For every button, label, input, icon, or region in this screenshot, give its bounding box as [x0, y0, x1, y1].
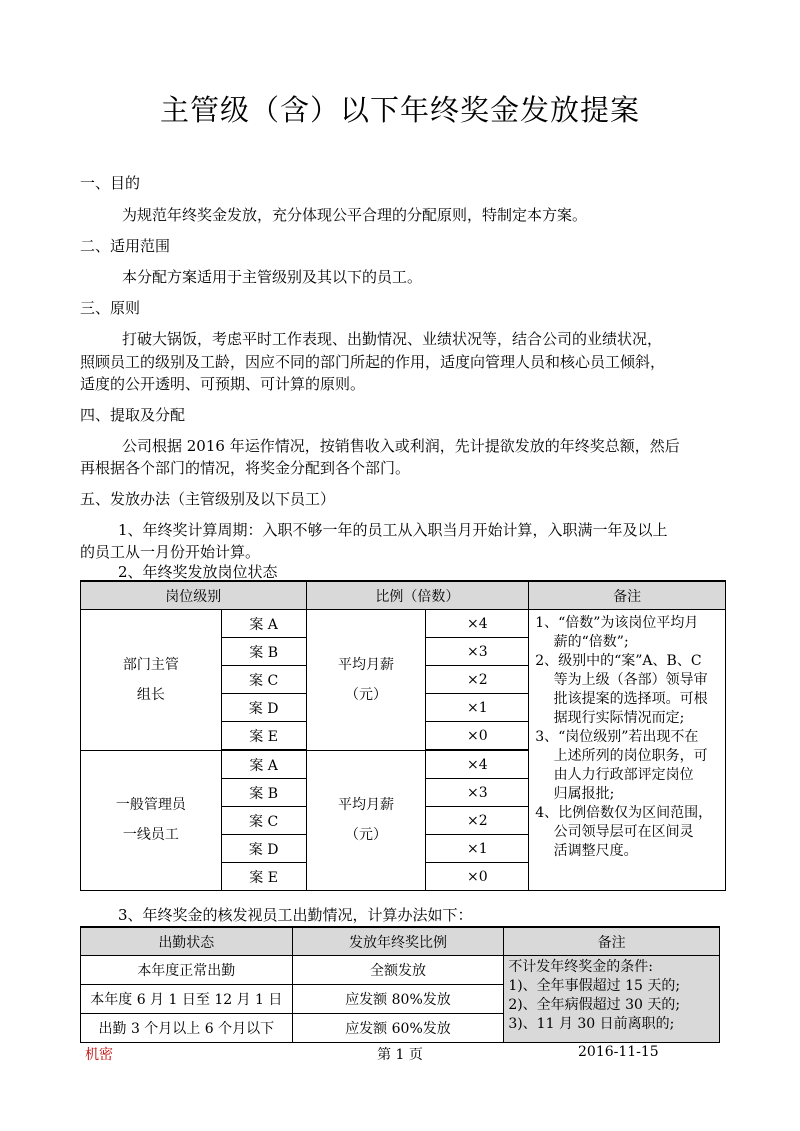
case-cell: 案 B [221, 779, 306, 807]
section-5-para-3: 3、年终奖金的核发视员工出勤情况，计算办法如下： [118, 906, 473, 924]
remark-line: 归属报批; [535, 786, 615, 802]
case-cell: 案 E [221, 863, 306, 891]
multiplier-cell: ×4 [426, 610, 529, 638]
footer-confidential: 机密 [85, 1047, 113, 1063]
header-ratio: 发放年终奖比例 [292, 927, 504, 956]
remark-line: 等为上级（各部）领导审 [535, 672, 708, 688]
section-5-heading: 五、发放办法（主管级别及以下员工） [80, 490, 336, 508]
remark-line: 4、比例倍数仅为区间范围， [535, 805, 713, 821]
section-3-body-line-1: 打破大锅饭，考虑平时工作表现、出勤情况、业绩状况等，结合公司的业绩状况， [122, 330, 663, 348]
group-name-line-1: 部门主管 [122, 656, 179, 673]
case-cell: 案 A [221, 610, 306, 638]
remark-line: 薪的“倍数”; [535, 634, 629, 650]
ratio-cell: 应发额 60%发放 [292, 1014, 504, 1043]
remark-line: 不计发年终奖金的条件: [508, 959, 654, 975]
remark-line: 1、“倍数”为该岗位平均月 [535, 615, 699, 631]
multiplier-cell: ×0 [426, 722, 529, 751]
multiplier-cell: ×2 [426, 807, 529, 835]
section-1-heading: 一、目的 [80, 174, 141, 192]
section-2-body: 本分配方案适用于主管级别及其以下的员工。 [122, 268, 423, 286]
group-name-line-2: 组长 [136, 686, 165, 703]
remark-line: 批该提案的选择项。可根 [535, 691, 708, 707]
base-line-2: （元） [344, 827, 387, 844]
group-name-cell [81, 610, 222, 751]
multiplier-cell: ×4 [426, 750, 529, 779]
base-line-1: 平均月薪 [337, 797, 394, 814]
table-header-row [81, 581, 726, 610]
group-name-line-1: 一般管理员 [115, 797, 186, 814]
status-cell: 本年度 6 月 1 日至 12 月 1 日 [81, 985, 293, 1014]
remark-line: 1)、全年事假超过 15 天的; [508, 978, 681, 994]
remark-line: 3)、11 月 30 日前离职的; [508, 1016, 675, 1032]
remark-line: 据现行实际情况而定; [535, 710, 685, 726]
section-4-body-line-2: 再根据各个部门的情况，将奖金分配到各个部门。 [80, 459, 411, 477]
remark-line: 3、“岗位级别”若出现不在 [535, 729, 699, 745]
multiplier-cell: ×3 [426, 779, 529, 807]
status-cell: 出勤 3 个月以上 6 个月以下 [81, 1014, 293, 1043]
header-ratio: 比例（倍数） [306, 581, 529, 610]
case-cell: 案 C [221, 807, 306, 835]
ratio-cell: 应发额 80%发放 [292, 985, 504, 1014]
table-row [81, 610, 726, 638]
section-3-body-line-3: 适度的公开透明、可预期、可计算的原则。 [80, 375, 366, 393]
ratio-cell: 全额发放 [292, 956, 504, 985]
base-line-1: 平均月薪 [337, 656, 394, 673]
table-header-row [81, 927, 720, 956]
section-4-heading: 四、提取及分配 [80, 406, 186, 424]
case-cell: 案 E [221, 722, 306, 751]
position-ratio-table [80, 580, 726, 891]
multiplier-cell: ×0 [426, 863, 529, 891]
table-row [81, 956, 720, 985]
page-title: 主管级（含）以下年终奖金发放提案 [159, 93, 640, 127]
remark-line: 上述所列的岗位职务，可 [535, 748, 708, 764]
section-2-heading: 二、适用范围 [80, 237, 171, 255]
header-status: 出勤状态 [81, 927, 293, 956]
group-name-line-2: 一线员工 [122, 827, 179, 844]
remark-line: 2)、全年病假超过 30 天的; [508, 997, 681, 1013]
multiplier-cell: ×1 [426, 694, 529, 722]
base-cell [306, 610, 426, 751]
section-5-para-1-line-1: 1、年终奖计算周期：入职不够一年的员工从入职当月开始计算，入职满一年及以上 [118, 521, 668, 539]
header-remark: 备注 [529, 581, 726, 610]
remark-line: 由人力行政部评定岗位 [535, 767, 694, 783]
header-level: 岗位级别 [81, 581, 307, 610]
remark-cell [504, 956, 720, 1043]
remark-line: 公司领导层可在区间灵 [535, 824, 694, 840]
case-cell: 案 D [221, 694, 306, 722]
case-cell: 案 A [221, 750, 306, 779]
case-cell: 案 B [221, 638, 306, 666]
base-cell [306, 750, 426, 891]
attendance-table [80, 926, 720, 1043]
base-line-2: （元） [344, 686, 387, 703]
status-cell: 本年度正常出勤 [81, 956, 293, 985]
case-cell: 案 D [221, 835, 306, 863]
case-cell: 案 C [221, 666, 306, 694]
remark-line: 2、级别中的“案”A、B、C [535, 653, 702, 669]
multiplier-cell: ×1 [426, 835, 529, 863]
multiplier-cell: ×2 [426, 666, 529, 694]
multiplier-cell: ×3 [426, 638, 529, 666]
section-4-body-line-1: 公司根据 2016 年运作情况，按销售收入或利润，先计提欲发放的年终奖总额，然后 [122, 437, 680, 455]
section-5-para-2: 2、年终奖发放岗位状态 [118, 563, 278, 581]
section-1-body: 为规范年终奖金发放，充分体现公平合理的分配原则，特制定本方案。 [122, 206, 588, 224]
footer-page-number: 第 1 页 [377, 1047, 423, 1063]
footer-date: 2016-11-15 [578, 1044, 659, 1060]
header-remark: 备注 [504, 927, 720, 956]
remark-cell [529, 610, 726, 891]
section-5-para-1-line-2: 的员工从一月份开始计算。 [80, 543, 261, 561]
group-name-cell [81, 750, 222, 891]
section-3-heading: 三、原则 [80, 299, 141, 317]
section-3-body-line-2: 照顾员工的级别及工龄，因应不同的部门所起的作用，适度向管理人员和核心员工倾斜， [80, 353, 666, 371]
remark-line: 活调整尺度。 [535, 843, 638, 859]
